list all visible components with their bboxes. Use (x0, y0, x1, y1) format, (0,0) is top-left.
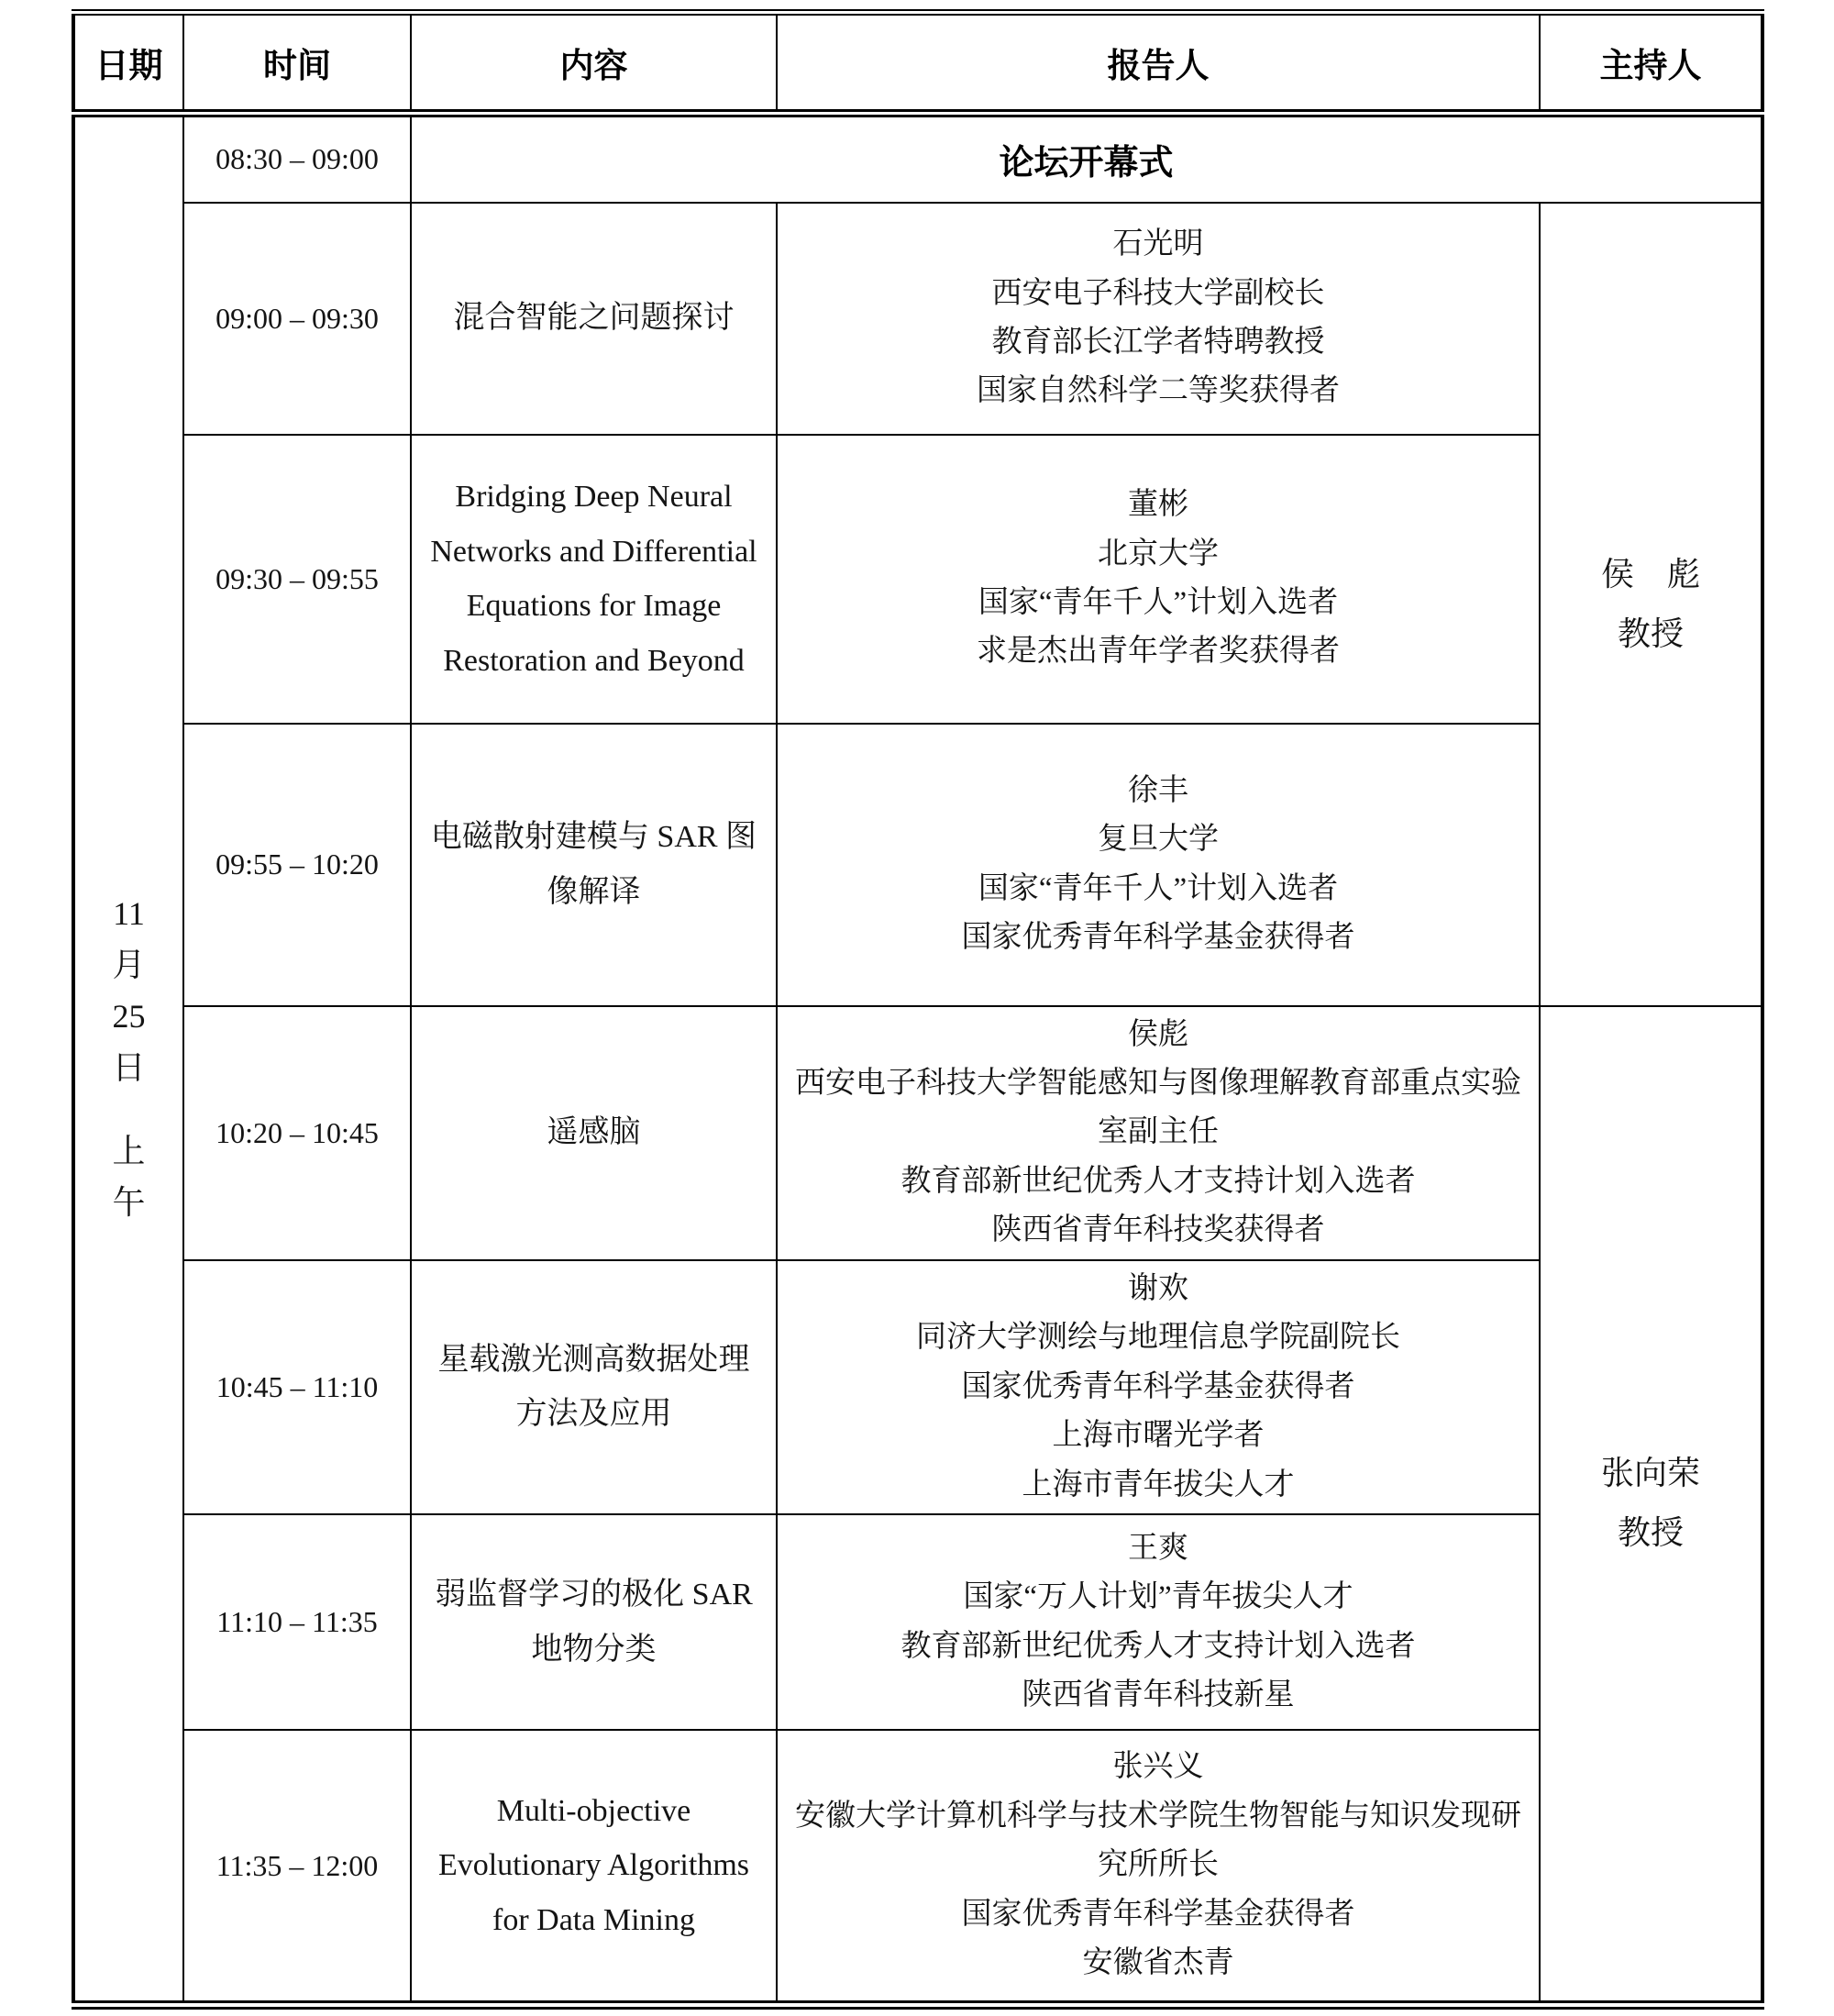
topic-cell: 电磁散射建模与 SAR 图像解译 (411, 724, 777, 1006)
text-line: 国家“青年千人”计划入选者 (978, 586, 1339, 619)
text-line: 午 (112, 1184, 146, 1222)
session-row (73, 724, 1762, 1006)
session-row (73, 435, 1762, 724)
time-cell: 11:10 – 11:35 (183, 1514, 411, 1730)
text-line: 谢欢 (1128, 1271, 1188, 1305)
speaker-cell (777, 435, 1540, 724)
time-cell: 09:55 – 10:20 (183, 724, 411, 1006)
host-title: 教授 (1617, 1514, 1684, 1552)
text-line: 西安电子科技大学副校长 (991, 276, 1325, 310)
text-line: 国家优秀青年科学基金获得者 (961, 1369, 1355, 1403)
text-line: 张兴义 (1112, 1750, 1204, 1784)
speaker-cell (777, 1006, 1540, 1260)
text-line: 教育部新世纪优秀人才支持计划入选者 (900, 1629, 1416, 1663)
text-line: 复旦大学 (1098, 823, 1219, 857)
text-line: 徐丰 (1128, 773, 1188, 807)
text-line: 11 (113, 895, 145, 933)
text-line: 陕西省青年科技奖获得者 (991, 1213, 1325, 1247)
speaker-cell (777, 1260, 1540, 1514)
topic-cell: 混合智能之问题探讨 (411, 203, 777, 435)
text-line: 上海市曙光学者 (1052, 1419, 1265, 1453)
speaker-cell (777, 203, 1540, 435)
time-cell: 10:45 – 11:10 (183, 1260, 411, 1514)
text-line: 求是杰出青年学者奖获得者 (977, 635, 1340, 669)
schedule-table (72, 9, 1764, 2010)
opening-row (73, 114, 1762, 203)
time-cell: 09:30 – 09:55 (183, 435, 411, 724)
text-line: 25 (112, 997, 146, 1035)
text-line: 上海市青年拔尖人才 (1022, 1468, 1295, 1501)
topic-cell: 弱监督学习的极化 SAR 地物分类 (411, 1514, 777, 1730)
text-line: 董彬 (1128, 488, 1188, 522)
text-line: 石光明 (1112, 227, 1204, 261)
session-row (73, 1260, 1762, 1514)
host-cell (1540, 203, 1762, 1006)
text-line: 国家自然科学二等奖获得者 (977, 374, 1340, 408)
col-header-speaker: 报告人 (777, 13, 1540, 114)
col-header-date: 日期 (73, 13, 183, 114)
text-line: 国家优秀青年科学基金获得者 (961, 920, 1355, 954)
text-line: 国家“青年千人”计划入选者 (978, 871, 1339, 905)
host-cell (1540, 1006, 1762, 2006)
host-name: 侯 彪 (1600, 555, 1700, 593)
time-cell: 10:20 – 10:45 (183, 1006, 411, 1260)
speaker-cell (777, 1514, 1540, 1730)
speaker-cell (777, 1730, 1540, 2005)
text-line: 上 (112, 1133, 146, 1170)
text-line: 侯彪 (1128, 1017, 1188, 1051)
topic-cell: 遥感脑 (411, 1006, 777, 1260)
session-row (73, 203, 1762, 435)
text-line: 安徽大学计算机科学与技术学院生物智能与知识发现研究所所长 (795, 1799, 1521, 1882)
text-line: 西安电子科技大学智能感知与图像理解教育部重点实验室副主任 (795, 1066, 1521, 1149)
col-header-host: 主持人 (1540, 13, 1762, 114)
time-cell: 08:30 – 09:00 (183, 114, 411, 203)
session-row (73, 1730, 1762, 2005)
text-line: 陕西省青年科技新星 (1022, 1678, 1295, 1711)
header-row (73, 13, 1762, 114)
col-header-content: 内容 (411, 13, 777, 114)
time-cell: 09:00 – 09:30 (183, 203, 411, 435)
topic-cell: Multi-objective Evolutionary Algorithms for Data Mining (411, 1730, 777, 2005)
text-line: 北京大学 (1098, 537, 1219, 570)
text-line: 日 (112, 1048, 146, 1086)
text-line: 同济大学测绘与地理信息学院副院长 (916, 1321, 1400, 1355)
text-line: 安徽省杰青 (1082, 1946, 1234, 1980)
date-cell (73, 114, 183, 2006)
topic-cell: 星载激光测高数据处理方法及应用 (411, 1260, 777, 1514)
text-line: 国家“万人计划”青年拔尖人才 (963, 1580, 1353, 1614)
session-row (73, 1514, 1762, 1730)
text-line: 月 (112, 946, 146, 983)
text-line: 教育部新世纪优秀人才支持计划入选者 (900, 1164, 1416, 1198)
session-row (73, 1006, 1762, 1260)
text-line: 教育部长江学者特聘教授 (991, 326, 1325, 359)
host-title: 教授 (1617, 615, 1684, 652)
speaker-cell (777, 724, 1540, 1006)
text-line (81, 1093, 177, 1126)
text-line: 王爽 (1128, 1531, 1188, 1565)
opening-ceremony-cell: 论坛开幕式 (411, 114, 1762, 203)
col-header-time: 时间 (183, 13, 411, 114)
time-cell: 11:35 – 12:00 (183, 1730, 411, 2005)
host-name: 张向荣 (1600, 1455, 1700, 1492)
topic-cell: Bridging Deep Neural Networks and Differential Equations for Image Restoration and Beyond (411, 435, 777, 724)
text-line: 国家优秀青年科学基金获得者 (961, 1897, 1355, 1931)
